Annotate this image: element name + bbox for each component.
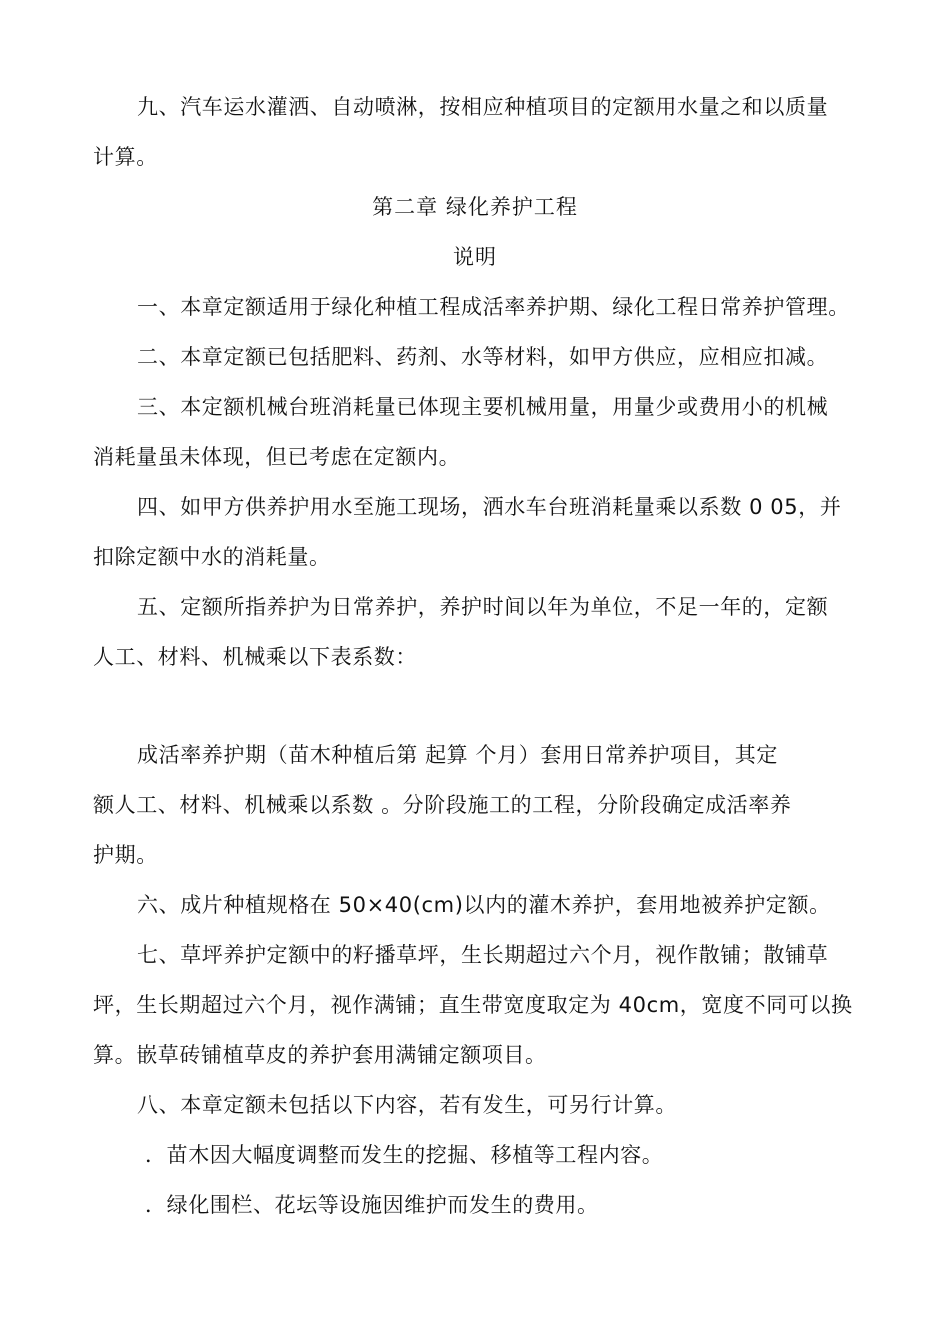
list-item-2: ．绿化围栏、花坛等设施因维护而发生的费用。 [145, 1193, 599, 1217]
paragraph-5-line-2: 人工、材料、机械乘以下表系数： [93, 645, 417, 669]
paragraph-3-line-1: 三、本定额机械台班消耗量已体现主要机械用量，用量少或费用小的机械 [137, 395, 829, 419]
paragraph-4-line-2: 扣除定额中水的消耗量。 [93, 545, 331, 569]
paragraph-9-line-1: 九、汽车运水灌洒、自动喷淋，按相应种植项目的定额用水量之和以质量 [137, 95, 829, 119]
list-item-1: ．苗木因大幅度调整而发生的挖掘、移植等工程内容。 [145, 1143, 664, 1167]
chapter-title: 第二章 绿化养护工程 [372, 195, 578, 219]
maintenance-paragraph-line-1: 成活率养护期（苗木种植后第 起算 个月）套用日常养护项目，其定 [137, 743, 778, 767]
paragraph-7-line-1: 七、草坪养护定额中的籽播草坪，生长期超过六个月，视作散铺；散铺草 [137, 943, 829, 967]
paragraph-4-line-1: 四、如甲方供养护用水至施工现场，洒水车台班消耗量乘以系数 0 05，并 [137, 495, 842, 519]
paragraph-7-line-2: 坪，生长期超过六个月，视作满铺；直生带宽度取定为 40cm，宽度不同可以换 [93, 993, 853, 1017]
maintenance-paragraph-line-2: 额人工、材料、机械乘以系数 。分阶段施工的工程，分阶段确定成活率养 [93, 793, 792, 817]
paragraph-3-line-2: 消耗量虽未体现，但已考虑在定额内。 [93, 445, 461, 469]
paragraph-9-line-2: 计算。 [93, 145, 158, 169]
maintenance-paragraph-line-3: 护期。 [93, 843, 158, 867]
paragraph-2: 二、本章定额已包括肥料、药剂、水等材料，如甲方供应，应相应扣减。 [137, 345, 829, 369]
paragraph-8: 八、本章定额未包括以下内容，若有发生，可另行计算。 [137, 1093, 677, 1117]
paragraph-5-line-1: 五、定额所指养护为日常养护，养护时间以年为单位，不足一年的，定额 [137, 595, 829, 619]
paragraph-6: 六、成片种植规格在 50×40(cm)以内的灌木养护，套用地被养护定额。 [137, 893, 831, 917]
paragraph-7-line-3: 算。嵌草砖铺植草皮的养护套用满铺定额项目。 [93, 1043, 547, 1067]
paragraph-1: 一、本章定额适用于绿化种植工程成活率养护期、绿化工程日常养护管理。 [137, 295, 850, 319]
section-title: 说明 [453, 245, 497, 269]
